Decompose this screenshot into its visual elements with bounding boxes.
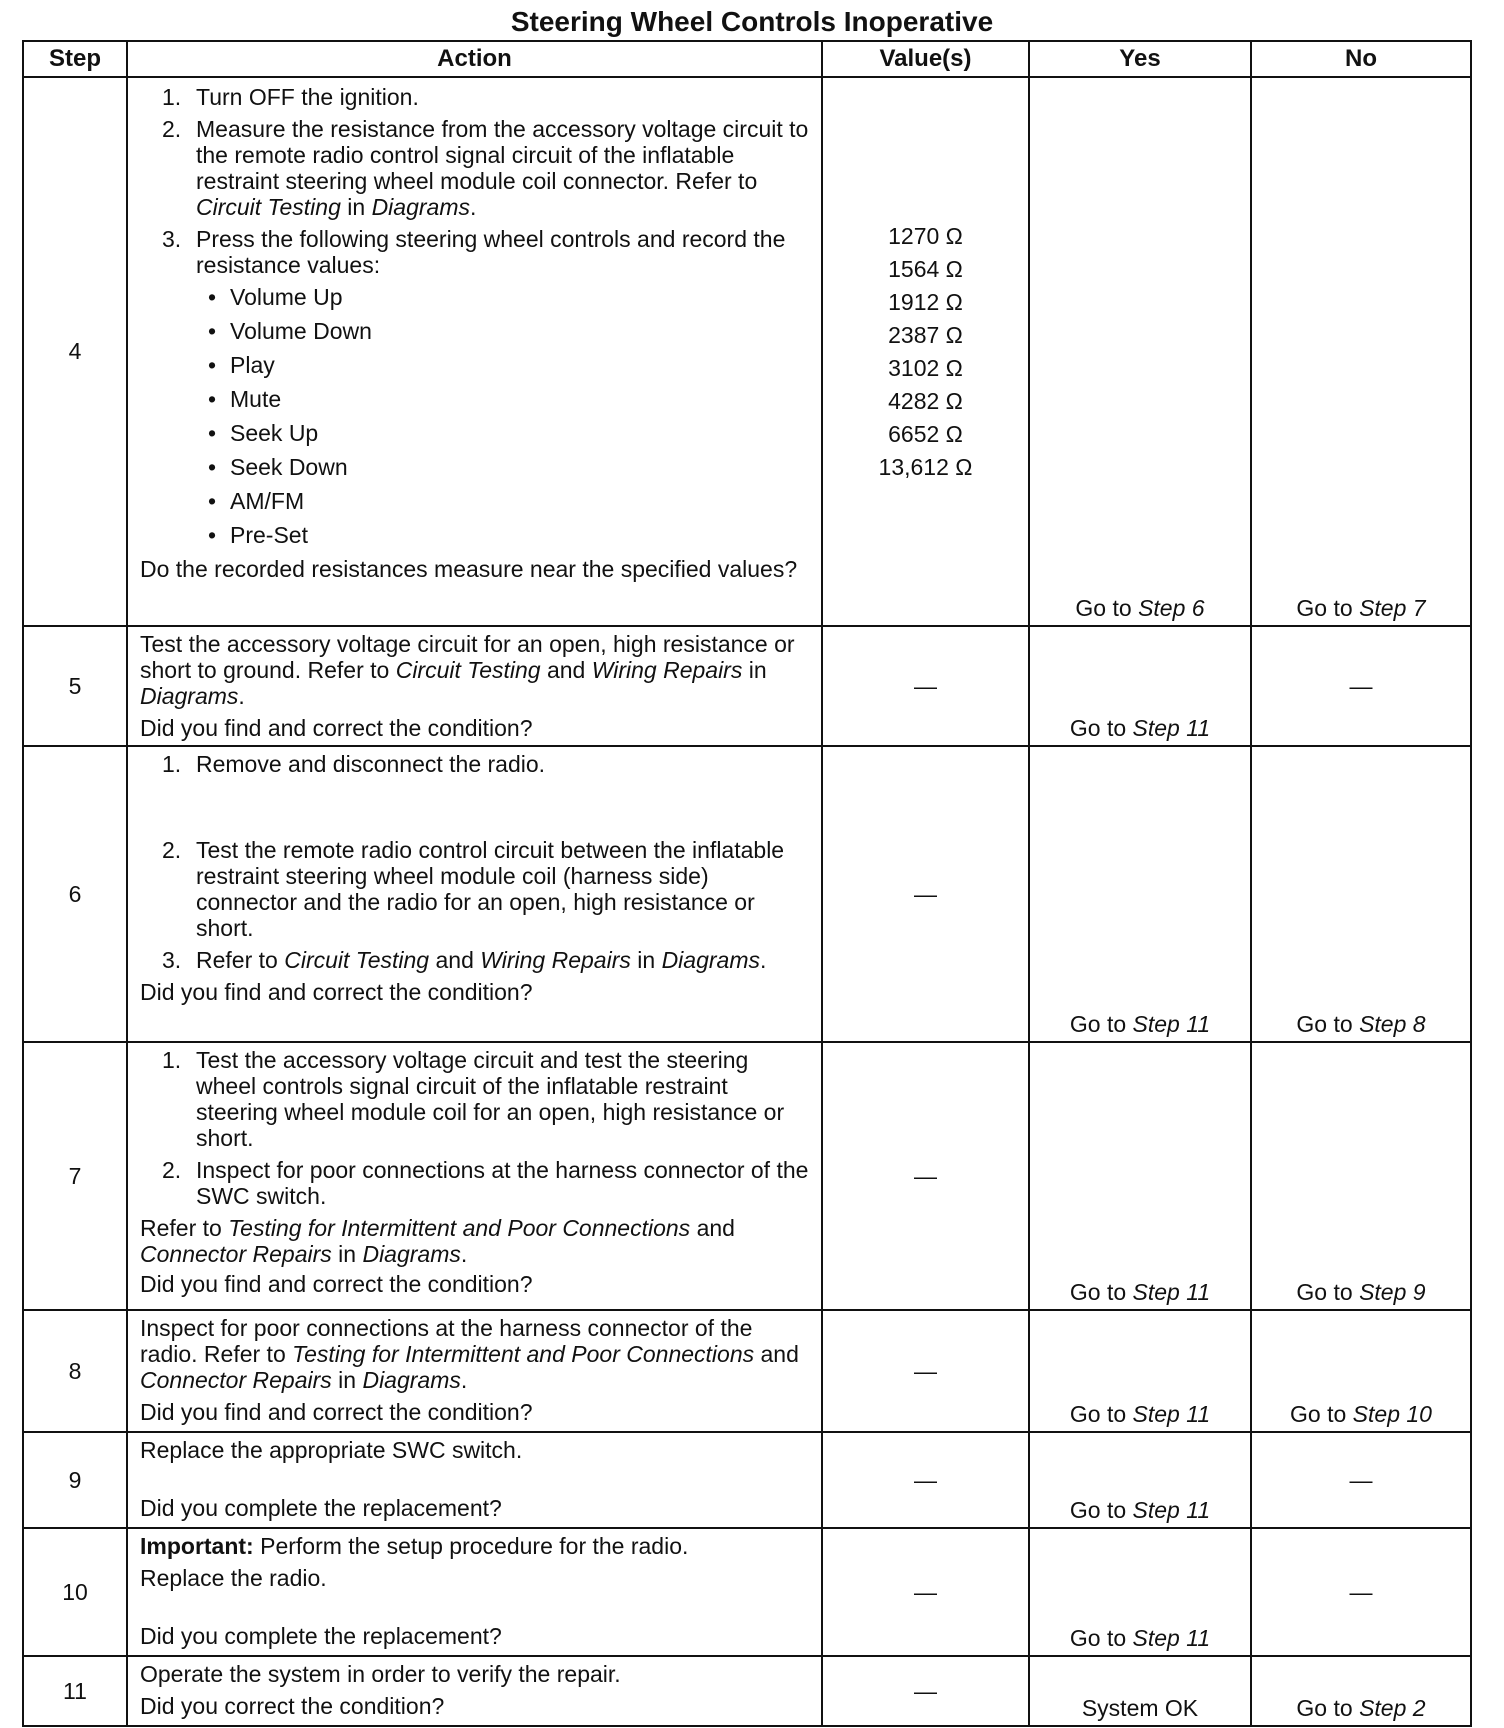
step-number: 7 [23, 1042, 127, 1310]
action-cell [127, 626, 822, 746]
values-cell: — [822, 746, 1029, 1042]
action-item: Test the accessory voltage circuit and test the steering wheel controls signal circuit of the inflatable restraint steering wheel module coil for an open, high resistance or short. [196, 1047, 785, 1151]
question: Do the recorded resistances measure near the specified values? [140, 556, 798, 582]
question: Did you find and correct the condition? [140, 1271, 533, 1297]
no-cell: — [1251, 1528, 1471, 1656]
goto-step-link[interactable]: Step 11 [1132, 1011, 1211, 1037]
header-no: No [1251, 41, 1471, 77]
yes-cell: Go to Step 11 [1029, 1528, 1251, 1656]
step-number: 5 [23, 626, 127, 746]
values-cell: — [822, 626, 1029, 746]
action-cell [127, 1656, 822, 1726]
header-row [23, 41, 1471, 77]
action-item: Press the following steering wheel controls and record the resistance values: [196, 226, 786, 278]
table-row [23, 626, 1471, 746]
yes-cell: Go to Step 11 [1029, 1310, 1251, 1432]
resistance-value: 1912 Ω [888, 289, 963, 315]
resistance-value: 13,612 Ω [878, 454, 973, 480]
action-item: Remove and disconnect the radio. [196, 751, 546, 777]
no-cell: — [1251, 1432, 1471, 1528]
no-cell: Go to Step 10 [1251, 1310, 1471, 1432]
values-cell: — [822, 1310, 1029, 1432]
resistance-value: 4282 Ω [888, 388, 963, 414]
no-cell: Go to Step 9 [1251, 1042, 1471, 1310]
bullet-item: Seek Up [230, 420, 319, 446]
goto-step-link[interactable]: Step 11 [1132, 1497, 1211, 1523]
action-text: Test the accessory voltage circuit for an open, high resistance or short to ground. Refer to Circuit Testing and Wiring Repairs in Diagrams. [140, 631, 795, 709]
table-row [23, 77, 1471, 626]
table-row [23, 746, 1471, 1042]
yes-cell: Go to Step 11 [1029, 1042, 1251, 1310]
bullet-item: Mute [230, 386, 282, 412]
step-number: 10 [23, 1528, 127, 1656]
goto-step-link[interactable]: Step 2 [1359, 1695, 1426, 1721]
header-yes: Yes [1029, 41, 1251, 77]
action-cell: 1. Test the accessory voltage circuit and test the steering wheel controls signal circuit of the inflatable restraint steering wheel module coil for an open, high resistance or short. 2. Inspect for poor connections at the harness connector of the SWC switch. Refer to Testing for Intermittent and Poor Connections and Connector Repairs in Diagrams. Did you find and correct the condition? [127, 1042, 822, 1310]
yes-cell: Go to Step 11 [1029, 1432, 1251, 1528]
action-text: Replace the radio. [140, 1565, 327, 1591]
table-row [23, 1042, 1471, 1310]
values-cell [822, 77, 1029, 626]
resistance-value: 2387 Ω [888, 322, 963, 348]
resistance-value: 3102 Ω [888, 355, 963, 381]
action-item: Test the remote radio control circuit between the inflatable restraint steering wheel module coil (harness side) connector and the radio for an open, high resistance or short. [196, 837, 785, 941]
action-text: Replace the appropriate SWC switch. [140, 1437, 523, 1463]
yes-cell: Go to Step 6 [1029, 77, 1251, 626]
goto-step-link[interactable]: Step 11 [1132, 715, 1211, 741]
bullet-item: Volume Down [230, 318, 372, 344]
resistance-value: 1564 Ω [888, 256, 963, 282]
refer-text: Refer to Testing for Intermittent and Poor Connections and Connector Repairs in Diagrams. [140, 1215, 735, 1267]
bullet-item: Pre-Set [230, 522, 308, 548]
question: Did you find and correct the condition? [140, 979, 533, 1005]
page-title: Steering Wheel Controls Inoperative [510, 6, 994, 37]
no-cell: Go to Step 7 [1251, 77, 1471, 626]
action-cell: 1. Turn OFF the ignition. 2. Measure the resistance from the accessory voltage circuit to the remote radio control signal circuit of the inflatable restraint steering wheel module coil connector. Refer to Circuit Testing in Diagrams. 3. Press the following steering wheel controls and record the resistance values: • Volume Up • Volume Down • Play • Mute • Seek Up • Seek Down • AM/FM • Pre-Set Do the recorded resistances measure near the specified values? [127, 77, 822, 626]
action-cell [127, 1310, 822, 1432]
values-cell: — [822, 1528, 1029, 1656]
values-cell: — [822, 1042, 1029, 1310]
goto-step-link[interactable]: Step 11 [1132, 1625, 1211, 1651]
yes-cell: Go to Step 11 [1029, 626, 1251, 746]
question: Did you correct the condition? [140, 1693, 445, 1719]
bullet-item: AM/FM [230, 488, 305, 514]
step-number: 8 [23, 1310, 127, 1432]
table-row [23, 1656, 1471, 1726]
goto-step-link[interactable]: Step 11 [1132, 1279, 1211, 1305]
action-item: Refer to Circuit Testing and Wiring Repairs in Diagrams. [196, 947, 767, 973]
step-number: 4 [23, 77, 127, 626]
step-number: 9 [23, 1432, 127, 1528]
values-cell: — [822, 1432, 1029, 1528]
bullet-item: Seek Down [230, 454, 348, 480]
no-cell: — [1251, 626, 1471, 746]
goto-step-link[interactable]: Step 6 [1138, 595, 1205, 621]
step-number: 6 [23, 746, 127, 1042]
step-number: 11 [23, 1656, 127, 1726]
goto-step-link[interactable]: Step 10 [1352, 1401, 1432, 1427]
table-row [23, 1432, 1471, 1528]
header-action: Action [127, 41, 822, 77]
goto-step-link[interactable]: Step 7 [1359, 595, 1426, 621]
system-ok-text: System OK [1081, 1695, 1199, 1721]
action-item: Turn OFF the ignition. [196, 84, 419, 110]
important-note: Important: Perform the setup procedure for the radio. [140, 1533, 689, 1559]
action-item: Inspect for poor connections at the harness connector of the SWC switch. [196, 1157, 809, 1209]
action-cell: 1. Remove and disconnect the radio. 2. Test the remote radio control circuit between the inflatable restraint steering wheel module coil (harness side) connector and the radio for an open, high resistance or short. 3. Refer to Circuit Testing and Wiring Repairs in Diagrams. Did you find and correct the condition? [127, 746, 822, 1042]
no-cell: Go to Step 2 [1251, 1656, 1471, 1726]
question: Did you complete the replacement? [140, 1495, 502, 1521]
action-item: Measure the resistance from the accessory voltage circuit to the remote radio control signal circuit of the inflatable restraint steering wheel module coil connector. Refer to Circuit Testing in Diagrams. [196, 116, 809, 220]
bullet-item: Play [230, 352, 275, 378]
header-step: Step [23, 41, 127, 77]
question: Did you complete the replacement? [140, 1623, 502, 1649]
yes-cell: Go to Step 11 [1029, 746, 1251, 1042]
question: Did you find and correct the condition? [140, 715, 533, 741]
action-text: Inspect for poor connections at the harness connector of the radio. Refer to Testing for Intermittent and Poor Connections and Connector Repairs in Diagrams. [140, 1315, 799, 1393]
goto-step-link[interactable]: Step 11 [1132, 1401, 1211, 1427]
goto-step-link[interactable]: Step 8 [1359, 1011, 1426, 1037]
values-cell: — [822, 1656, 1029, 1726]
diagnostic-table [22, 40, 1472, 1727]
resistance-value: 6652 Ω [888, 421, 963, 447]
question: Did you find and correct the condition? [140, 1399, 533, 1425]
table-row [23, 1528, 1471, 1656]
header-values: Value(s) [822, 41, 1029, 77]
table-row [23, 1310, 1471, 1432]
action-cell [127, 1432, 822, 1528]
goto-step-link[interactable]: Step 9 [1359, 1279, 1426, 1305]
no-cell: Go to Step 8 [1251, 746, 1471, 1042]
resistance-value: 1270 Ω [888, 223, 963, 249]
yes-cell [1029, 1656, 1251, 1726]
action-text: Operate the system in order to verify the repair. [140, 1661, 621, 1687]
action-cell [127, 1528, 822, 1656]
bullet-item: Volume Up [230, 284, 343, 310]
